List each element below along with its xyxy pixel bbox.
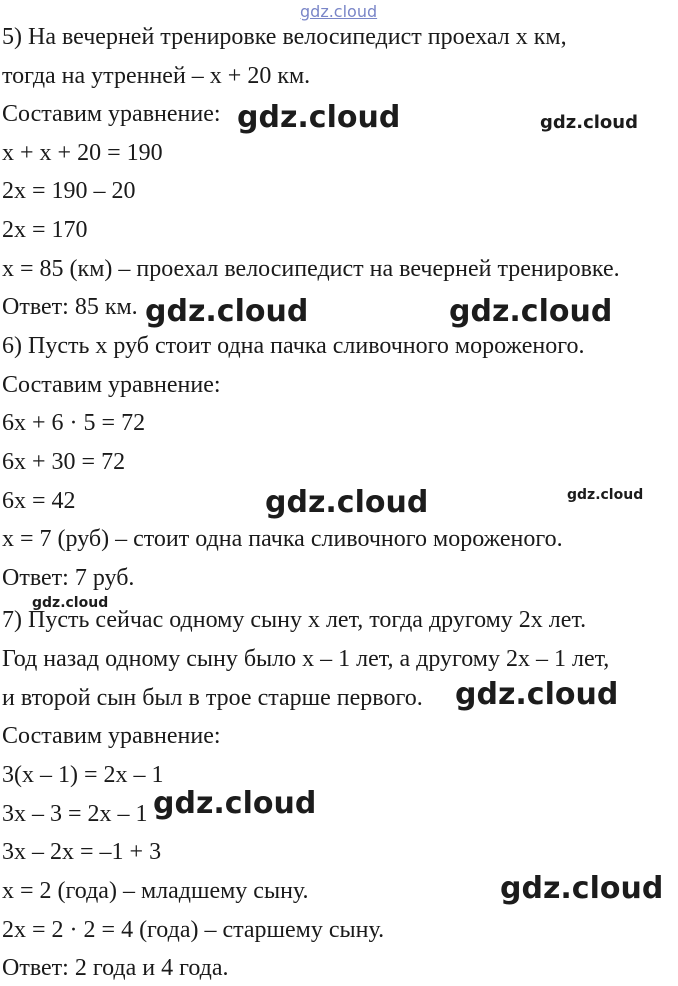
text-line: 6) Пусть x руб стоит одна пачка сливочного мороженого. bbox=[2, 333, 585, 359]
watermark: gdz.cloud bbox=[32, 595, 109, 611]
text-line: 2x = 170 bbox=[2, 217, 88, 243]
text-line: Ответ: 7 руб. bbox=[2, 565, 135, 591]
text-line: 7) Пусть сейчас одному сыну x лет, тогда другому 2x лет. bbox=[2, 607, 587, 633]
watermark: gdz.cloud bbox=[237, 100, 401, 135]
text-line: Ответ: 85 км. bbox=[2, 294, 138, 320]
watermark: gdz.cloud bbox=[567, 487, 644, 503]
watermark: gdz.cloud bbox=[153, 786, 317, 821]
text-line: Год назад одному сыну было x – 1 лет, а другому 2x – 1 лет, bbox=[2, 646, 610, 672]
watermark: gdz.cloud bbox=[145, 294, 309, 329]
text-line: x + x + 20 = 190 bbox=[2, 140, 163, 166]
text-line: 3x – 3 = 2x – 1 bbox=[2, 801, 148, 827]
text-line: 2x = 2 · 2 = 4 (года) – старшему сыну. bbox=[2, 917, 385, 943]
text-line: 2x = 190 – 20 bbox=[2, 178, 136, 204]
text-line: x = 2 (года) – младшему сыну. bbox=[2, 878, 309, 904]
text-line: 6x + 30 = 72 bbox=[2, 449, 126, 475]
text-line: 3x – 2x = –1 + 3 bbox=[2, 839, 162, 865]
watermark: gdz.cloud bbox=[265, 485, 429, 520]
watermark: gdz.cloud bbox=[540, 112, 638, 133]
watermark: gdz.cloud bbox=[455, 677, 619, 712]
watermark-top: gdz.cloud bbox=[300, 2, 378, 21]
text-line: Составим уравнение: bbox=[2, 372, 221, 398]
text-line: 6x + 6 · 5 = 72 bbox=[2, 410, 146, 436]
text-line: Ответ: 2 года и 4 года. bbox=[2, 955, 229, 981]
text-line: x = 85 (км) – проехал велосипедист на вечерней тренировке. bbox=[2, 256, 620, 282]
text-line: 3(x – 1) = 2x – 1 bbox=[2, 762, 164, 788]
watermark: gdz.cloud bbox=[449, 294, 613, 329]
text-line: и второй сын был в трое старше первого. bbox=[2, 685, 423, 711]
text-line: Составим уравнение: bbox=[2, 723, 221, 749]
text-line: Составим уравнение: bbox=[2, 101, 221, 127]
text-line: 6x = 42 bbox=[2, 488, 76, 514]
text-line: 5) На вечерней тренировке велосипедист проехал x км, bbox=[2, 24, 567, 50]
text-line: x = 7 (руб) – стоит одна пачка сливочного мороженого. bbox=[2, 526, 563, 552]
watermark: gdz.cloud bbox=[500, 871, 664, 906]
text-line: тогда на утренней – x + 20 км. bbox=[2, 63, 311, 89]
